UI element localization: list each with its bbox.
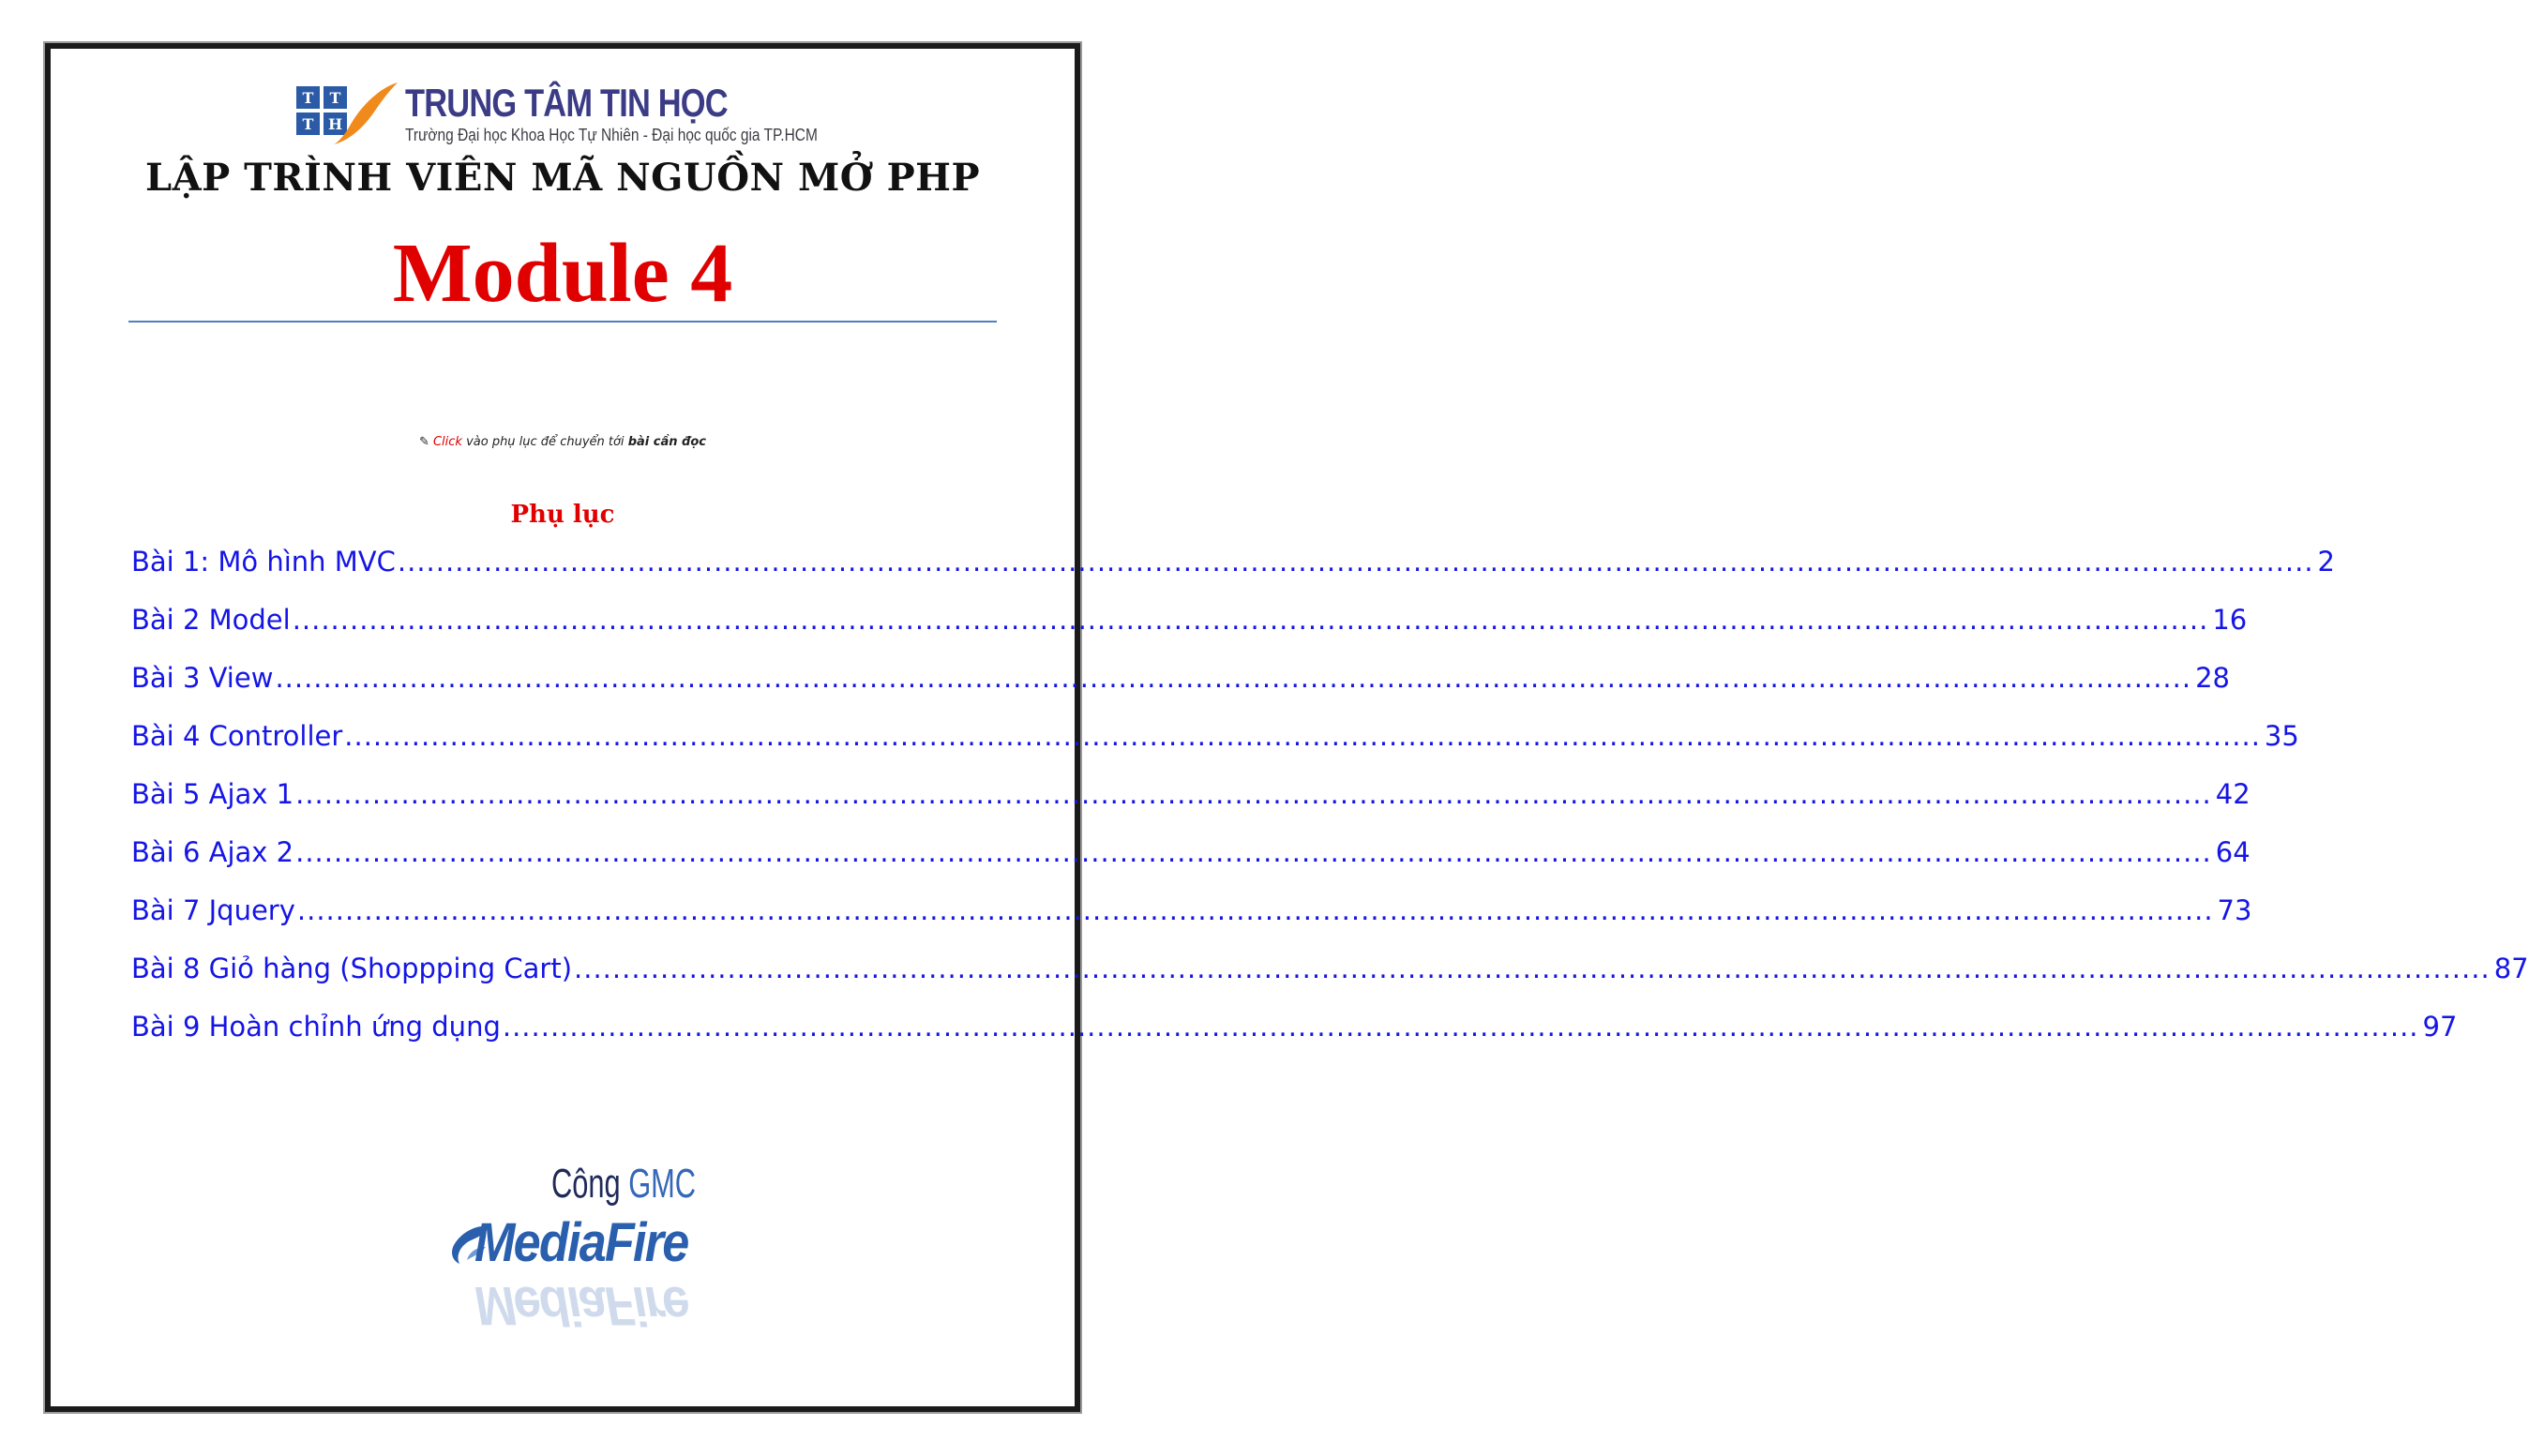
hint-target: bài cần đọc bbox=[627, 435, 706, 449]
toc-entry-label: Bài 3 View bbox=[131, 662, 274, 694]
toc-leader-dots: ........................................................................................................................................................................................................ bbox=[296, 894, 2214, 926]
title-divider bbox=[128, 321, 997, 323]
toc-entry-label: Bài 8 Giỏ hàng (Shoppping Cart) bbox=[131, 953, 573, 984]
toc-leader-dots: ........................................................................................................................................................................................................ bbox=[275, 662, 2192, 694]
toc-entry-page: 2 bbox=[2317, 546, 2335, 578]
footer-cong bbox=[551, 1161, 696, 1208]
toc-leader-dots: ........................................................................................................................................................................................................ bbox=[397, 546, 2314, 578]
svg-text:T: T bbox=[302, 89, 314, 107]
toc-entry[interactable] bbox=[131, 720, 2299, 778]
logo-subtitle: Trường Đại học Khoa Học Tự Nhiên - Đại học quốc gia TP.HCM bbox=[405, 126, 818, 144]
toc-leader-dots: ........................................................................................................................................................................................................ bbox=[292, 604, 2209, 636]
toc-entry[interactable] bbox=[131, 546, 2335, 604]
toc-entry[interactable] bbox=[131, 894, 2252, 953]
table-of-contents bbox=[131, 546, 2529, 1069]
toc-entry[interactable] bbox=[131, 604, 2248, 662]
toc-entry[interactable] bbox=[131, 836, 2251, 894]
hint-middle: vào phụ lục để chuyển tới bbox=[461, 435, 628, 449]
toc-entry-page: 42 bbox=[2215, 778, 2251, 810]
toc-entry-page: 28 bbox=[2195, 662, 2230, 694]
hint-text bbox=[0, 435, 1125, 449]
toc-entry-page: 64 bbox=[2215, 836, 2251, 868]
toc-entry-label: Bài 9 Hoàn chỉnh ứng dụng bbox=[131, 1011, 501, 1043]
toc-entry[interactable] bbox=[131, 778, 2251, 836]
toc-leader-dots: ........................................................................................................................................................................................................ bbox=[295, 778, 2212, 810]
toc-entry-label: Bài 5 Ajax 1 bbox=[131, 778, 294, 810]
toc-entry-label: Bài 6 Ajax 2 bbox=[131, 836, 294, 868]
toc-entry-page: 97 bbox=[2422, 1011, 2458, 1043]
footer-gmc-text: GMC bbox=[628, 1161, 697, 1207]
toc-entry-page: 87 bbox=[2493, 953, 2529, 984]
toc-entry-page: 16 bbox=[2212, 604, 2248, 636]
toc-entry-label: Bài 1: Mô hình MVC bbox=[131, 546, 396, 578]
footer-logo bbox=[441, 1161, 697, 1339]
toc-entry-label: Bài 2 Model bbox=[131, 604, 291, 636]
toc-entry-page: 73 bbox=[2217, 894, 2252, 926]
toc-entry-label: Bài 7 Jquery bbox=[131, 894, 295, 926]
header-logo bbox=[294, 83, 848, 150]
svg-text:H: H bbox=[327, 115, 343, 133]
logo-title: TRUNG TÂM TIN HỌC bbox=[405, 81, 728, 125]
course-title: LẬP TRÌNH VIÊN MÃ NGUỒN MỞ PHP bbox=[144, 156, 981, 200]
toc-entry-label: Bài 4 Controller bbox=[131, 720, 343, 752]
pointing-hand-icon: ✎ bbox=[419, 435, 429, 449]
footer-cong-text: Công bbox=[551, 1161, 621, 1207]
toc-leader-dots: ........................................................................................................................................................................................................ bbox=[502, 1011, 2419, 1043]
toc-leader-dots: ........................................................................................................................................................................................................ bbox=[574, 953, 2491, 984]
toc-entry[interactable] bbox=[131, 953, 2529, 1011]
toc-heading: Phụ lục bbox=[510, 501, 615, 529]
swoosh-icon bbox=[329, 79, 399, 148]
toc-leader-dots: ........................................................................................................................................................................................................ bbox=[295, 836, 2212, 868]
svg-text:T: T bbox=[302, 115, 314, 133]
toc-entry[interactable] bbox=[131, 662, 2230, 720]
svg-text:T: T bbox=[329, 89, 341, 107]
toc-entry[interactable] bbox=[131, 1011, 2458, 1069]
toc-entry-page: 35 bbox=[2264, 720, 2299, 752]
hint-click: Click bbox=[432, 435, 462, 449]
footer-brand: MediaFire bbox=[474, 1212, 688, 1273]
module-title: Module 4 bbox=[392, 227, 733, 320]
footer-brand-reflection: MediaFire bbox=[474, 1275, 688, 1336]
toc-leader-dots: ........................................................................................................................................................................................................ bbox=[344, 720, 2261, 752]
